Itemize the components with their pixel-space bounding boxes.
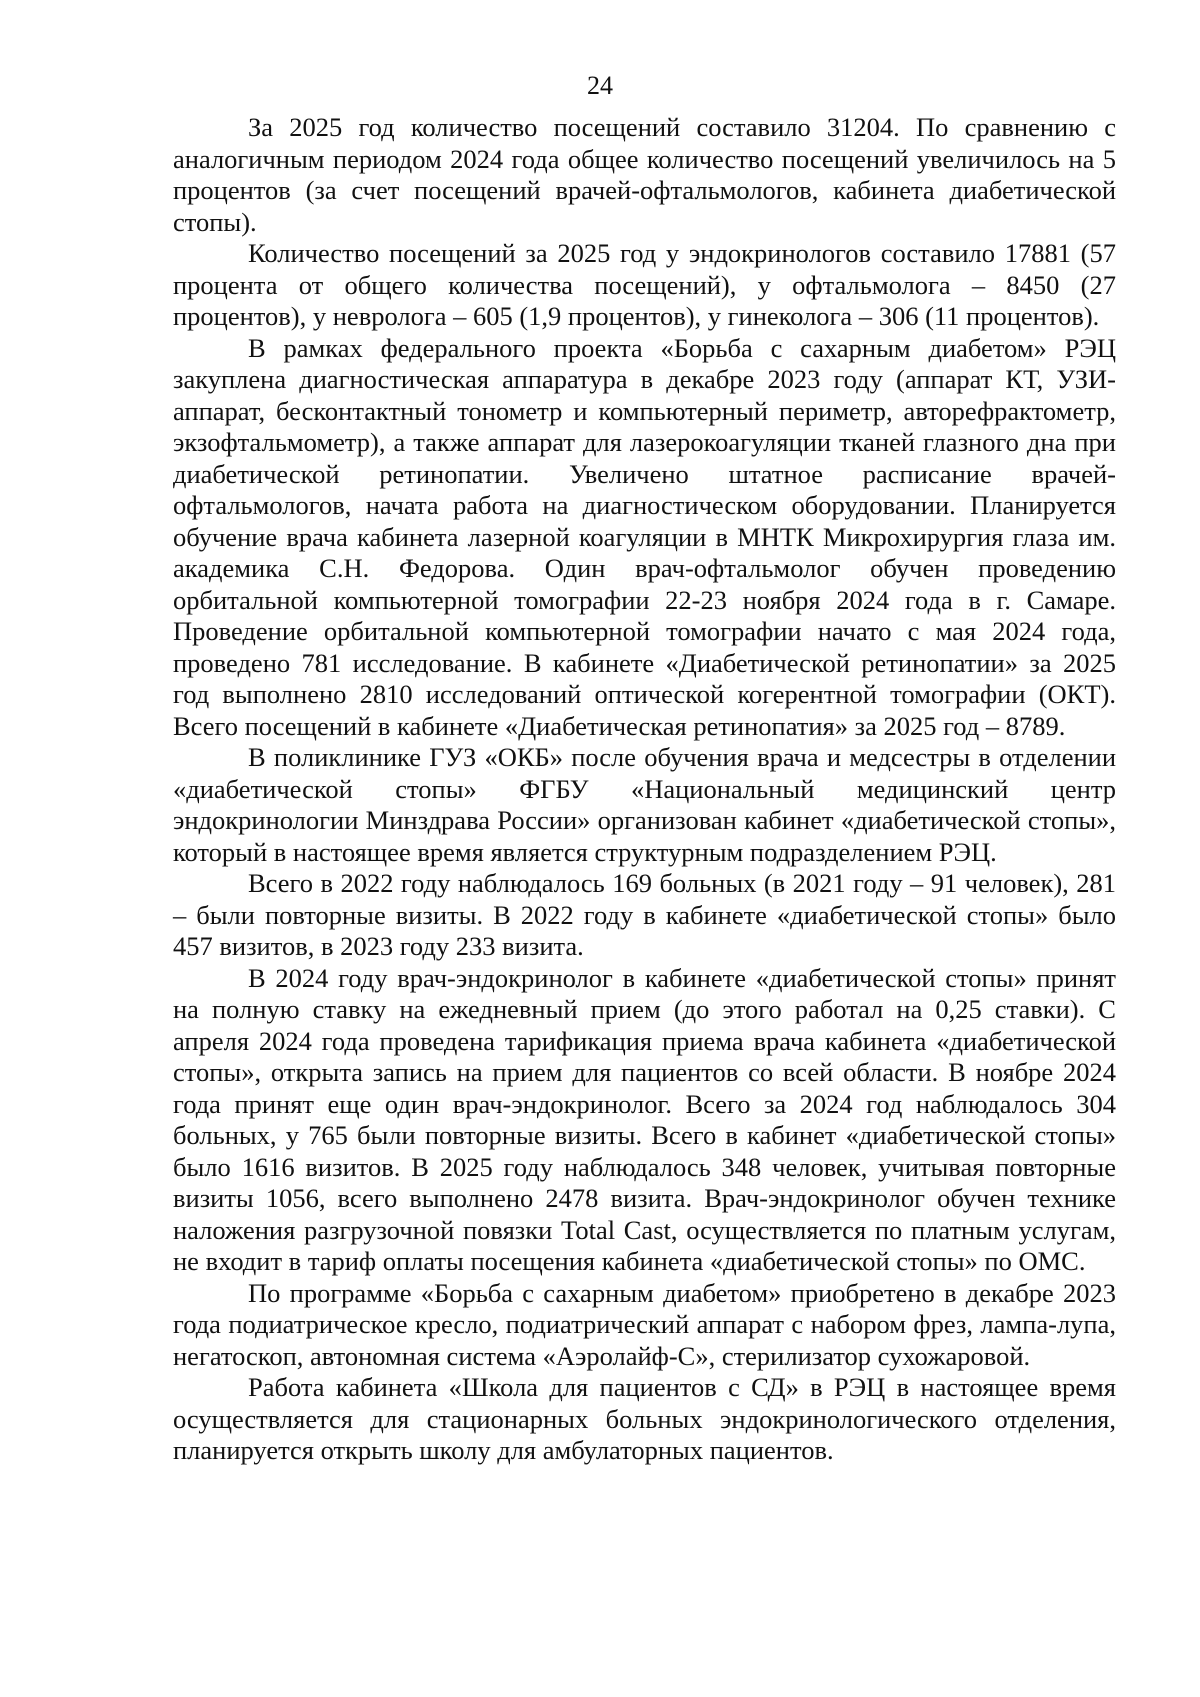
document-body [173,112,1116,1467]
paragraph-2022-statistics: Всего в 2022 году наблюдалось 169 больных (в 2021 году – 91 человек), 281 – были повторные визиты. В 2022 году в кабинете «диабетической стопы» было 457 визитов, в 2023 году 233 визита. [173,868,1116,961]
paragraph-patient-school: Работа кабинета «Школа для пациентов с СД» в РЭЦ в настоящее время осуществляется для стационарных больных эндокринологического отделения, планируется открыть школу для амбулаторных пациентов. [173,1372,1116,1465]
paragraph-diabetic-foot-cabinet: В поликлинике ГУЗ «ОКБ» после обучения врача и медсестры в отделении «диабетической стопы» ФГБУ «Национальный медицинский центр эндокринологии Минздрава России» организован кабинет «диабетической стопы», который в настоящее время является структурным подразделением РЭЦ. [173,742,1116,867]
paragraph-podiatric-equipment: По программе «Борьба с сахарным диабетом» приобретено в декабре 2023 года подиатрическое кресло, подиатрический аппарат с набором фрез, лампа-лупа, негатоскоп, автономная система «Аэролайф-С», стерилизатор сухожаровой. [173,1277,1116,1371]
paragraph-visits-total: За 2025 год количество посещений составило 31204. По сравнению с аналогичным периодом 2024 года общее количество посещений увеличилось на 5 процентов (за счет посещений врачей-офтальмологов, кабинета диабетической стопы). [173,112,1116,237]
paragraph-visits-by-specialist: Количество посещений за 2025 год у эндокринологов составило 17881 (57 процента от общего количества посещений), у офтальмолога – 8450 (27 процентов), у невролога – 605 (1,9 процентов), у гинеколога – 306 (11 процентов). [173,238,1116,331]
page-number: 24 [587,71,613,100]
paragraph-federal-project-equipment: В рамках федерального проекта «Борьба с сахарным диабетом» РЭЦ закуплена диагностическая аппаратура в декабре 2023 году (аппарат КТ, УЗИ-аппарат, бесконтактный тонометр и компьютерный периметр, авторефрактометр, экзофтальмометр), а также аппарат для лазерокоагуляции тканей глазного дна при диабетической ретинопатии. Увеличено штатное расписание врачей-офтальмологов, начата работа на диагностическом оборудовании. Планируется обучение врача кабинета лазерной коагуляции в МНТК Микрохирургия глаза им. академика С.Н. Федорова. Один врач-офтальмолог обучен проведению орбитальной компьютерной томографии 22-23 ноября 2024 года в г. Самаре. Проведение орбитальной компьютерной томографии начато с мая 2024 года, проведено 781 исследование. В кабинете «Диабетической ретинопатии» за 2025 год выполнено 2810 исследований оптической когерентной томографии (ОКТ). Всего посещений в кабинете «Диабетическая ретинопатия» за 2025 год – 8789. [173,332,1116,741]
paragraph-2024-statistics: В 2024 году врач-эндокринолог в кабинете «диабетической стопы» принят на полную ставку на ежедневный прием (до этого работал на 0,25 ставки). С апреля 2024 года проведена тарификация приема врача кабинета «диабетической стопы», открыта запись на прием для пациентов со всей области. В ноябре 2024 года принят еще один врач-эндокринолог. Всего за 2024 год наблюдалось 304 больных, у 765 были повторные визиты. Всего в кабинет «диабетической стопы» было 1616 визитов. В 2025 году наблюдалось 348 человек, учитывая повторные визиты 1056, всего выполнено 2478 визита. Врач-эндокринолог обучен технике наложения разгрузочной повязки Total Cast, осуществляется по платным услугам, не входит в тариф оплаты посещения кабинета «диабетической стопы» по ОМС. [173,962,1116,1276]
